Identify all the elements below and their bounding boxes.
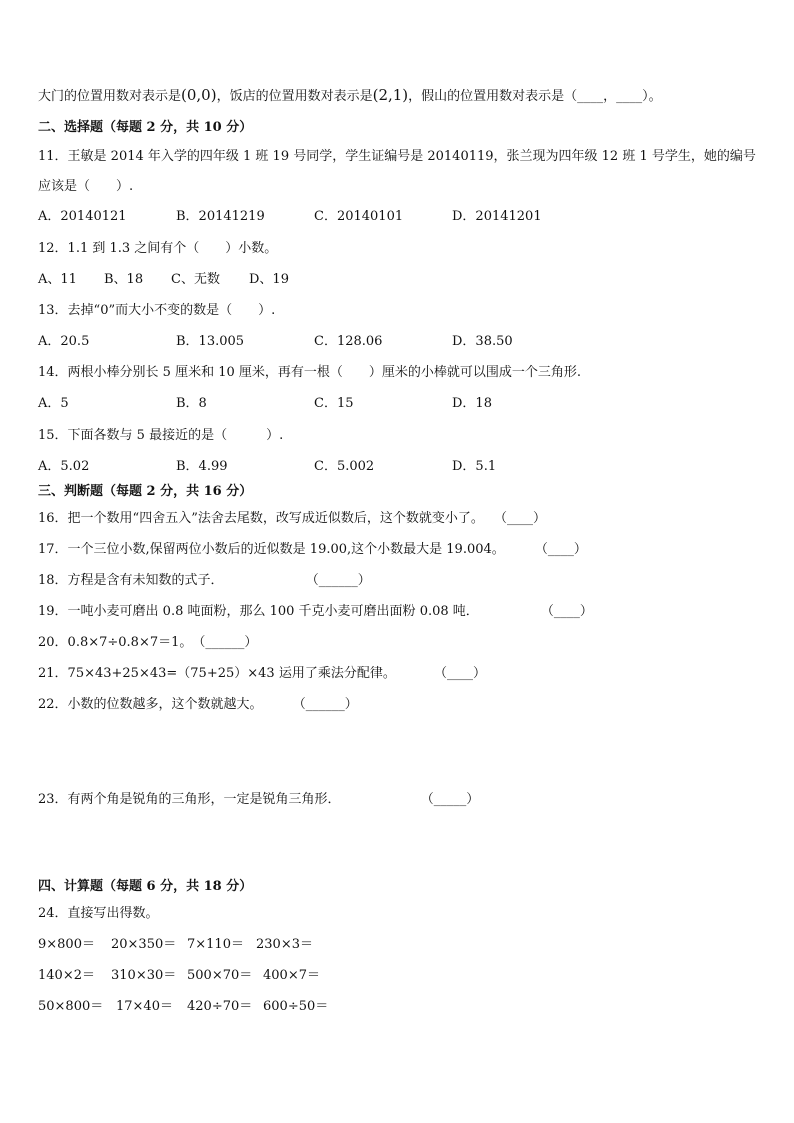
option-11-c: C．20140101 (314, 209, 404, 224)
question-24: 24．直接写出得数。 (38, 906, 159, 921)
judge-19-text: 19．一吨小麦可磨出 0.8 吨面粉，那么 100 千克小麦可磨出面粉 0.08 吨． (38, 604, 479, 619)
option-12-c: C、无数 (171, 272, 220, 287)
judge-17-text: 17．一个三位小数,保留两位小数后的近似数是 19.00,这个小数最大是 19.004。 (38, 542, 505, 557)
calc-item: 600÷50＝ (263, 999, 329, 1014)
calc-item: 9×800＝ (38, 937, 95, 952)
intro-part2: ，饭店的位置用数对表示是 (216, 89, 373, 104)
pair-gate: (0,0) (181, 86, 217, 104)
judge-21 (38, 665, 486, 683)
judge-20 (38, 634, 257, 652)
judge-22 (38, 696, 358, 714)
judge-20-text: 20．0.8×7÷0.8×7＝1。 (38, 635, 193, 650)
option-14-a: A．5 (38, 396, 69, 411)
answer-blank-17[interactable]: （____） (534, 542, 587, 557)
answer-blank-20[interactable]: （______） (192, 635, 258, 650)
judge-18-text: 18．方程是含有未知数的式子． (38, 573, 224, 588)
section-title-calc: 四、计算题（每题 6 分，共 18 分） (38, 879, 253, 894)
option-13-c: C．128.06 (314, 334, 383, 349)
option-12-d: D、19 (249, 272, 289, 287)
option-15-a: A．5.02 (38, 459, 90, 474)
calc-item: 310×30＝ (111, 968, 177, 983)
judge-16 (38, 510, 546, 528)
calc-item: 50×800＝ (38, 999, 104, 1014)
judge-22-text: 22．小数的位数越多，这个数就越大。 (38, 697, 263, 712)
question-11-line1: 11．王敏是 2014 年入学的四年级 1 班 19 号同学，学生证编号是 20140119，张兰现为四年级 12 班 1 号学生，她的编号 (38, 149, 756, 164)
intro-part1: 大门的位置用数对表示是 (38, 89, 182, 104)
option-14-d: D．18 (452, 396, 492, 411)
section-title-judge: 三、判断题（每题 2 分，共 16 分） (38, 484, 253, 499)
calc-item: 500×70＝ (187, 968, 253, 983)
calc-item: 230×3＝ (256, 937, 313, 952)
section-title-choice: 二、选择题（每题 2 分，共 10 分） (38, 120, 253, 135)
calc-item: 420÷70＝ (187, 999, 253, 1014)
intro-question (38, 86, 662, 106)
answer-blank-18[interactable]: （______） (305, 573, 371, 588)
judge-19 (38, 603, 593, 621)
option-15-d: D．5.1 (452, 459, 497, 474)
option-13-b: B．13.005 (176, 334, 245, 349)
judge-18 (38, 572, 371, 590)
judge-21-text: 21．75×43+25×43=（75+25）×43 运用了乘法分配律。 (38, 666, 396, 681)
calc-item: 400×7＝ (263, 968, 320, 983)
calc-item: 7×110＝ (187, 937, 244, 952)
option-14-b: B．8 (176, 396, 207, 411)
pair-restaurant: (2,1) (372, 86, 409, 104)
judge-16-text: 16．把一个数用“四舍五入”法舍去尾数，改写成近似数后，这个数就变小了。 (38, 511, 484, 526)
option-13-d: D．38.50 (452, 334, 513, 349)
calc-item: 17×40＝ (116, 999, 173, 1014)
calc-item: 20×350＝ (111, 937, 177, 952)
calc-item: 140×2＝ (38, 968, 95, 983)
judge-17 (38, 541, 587, 559)
question-13: 13．去掉“0”而大小不变的数是（ ）. (38, 303, 276, 318)
option-13-a: A．20.5 (38, 334, 90, 349)
option-15-c: C．5.002 (314, 459, 375, 474)
judge-23 (38, 791, 479, 809)
question-15: 15．下面各数与 5 最接近的是（ ）. (38, 428, 284, 443)
answer-blank-22[interactable]: （______） (292, 697, 358, 712)
option-11-b: B．20141219 (176, 209, 265, 224)
answer-blank-16[interactable]: （____） (493, 511, 546, 526)
question-12: 12．1.1 到 1.3 之间有个（ ）小数。 (38, 241, 278, 256)
answer-blank-19[interactable]: （____） (540, 604, 593, 619)
option-12-b: B、18 (104, 272, 144, 287)
answer-blank-23[interactable]: （_____） (420, 792, 480, 807)
option-11-a: A．20140121 (38, 209, 127, 224)
intro-part3: ，假山的位置用数对表示是（____，____）。 (408, 89, 662, 104)
question-11-line2: 应该是（ ）. (38, 179, 134, 194)
option-15-b: B．4.99 (176, 459, 228, 474)
option-11-d: D．20141201 (452, 209, 542, 224)
option-12-a: A、11 (38, 272, 77, 287)
question-14: 14．两根小棒分别长 5 厘米和 10 厘米，再有一根（ ）厘米的小棒就可以围成一个三角形. (38, 365, 582, 380)
option-14-c: C．15 (314, 396, 354, 411)
judge-23-text: 23．有两个角是锐角的三角形，一定是锐角三角形． (38, 792, 341, 807)
answer-blank-21[interactable]: （____） (433, 666, 486, 681)
